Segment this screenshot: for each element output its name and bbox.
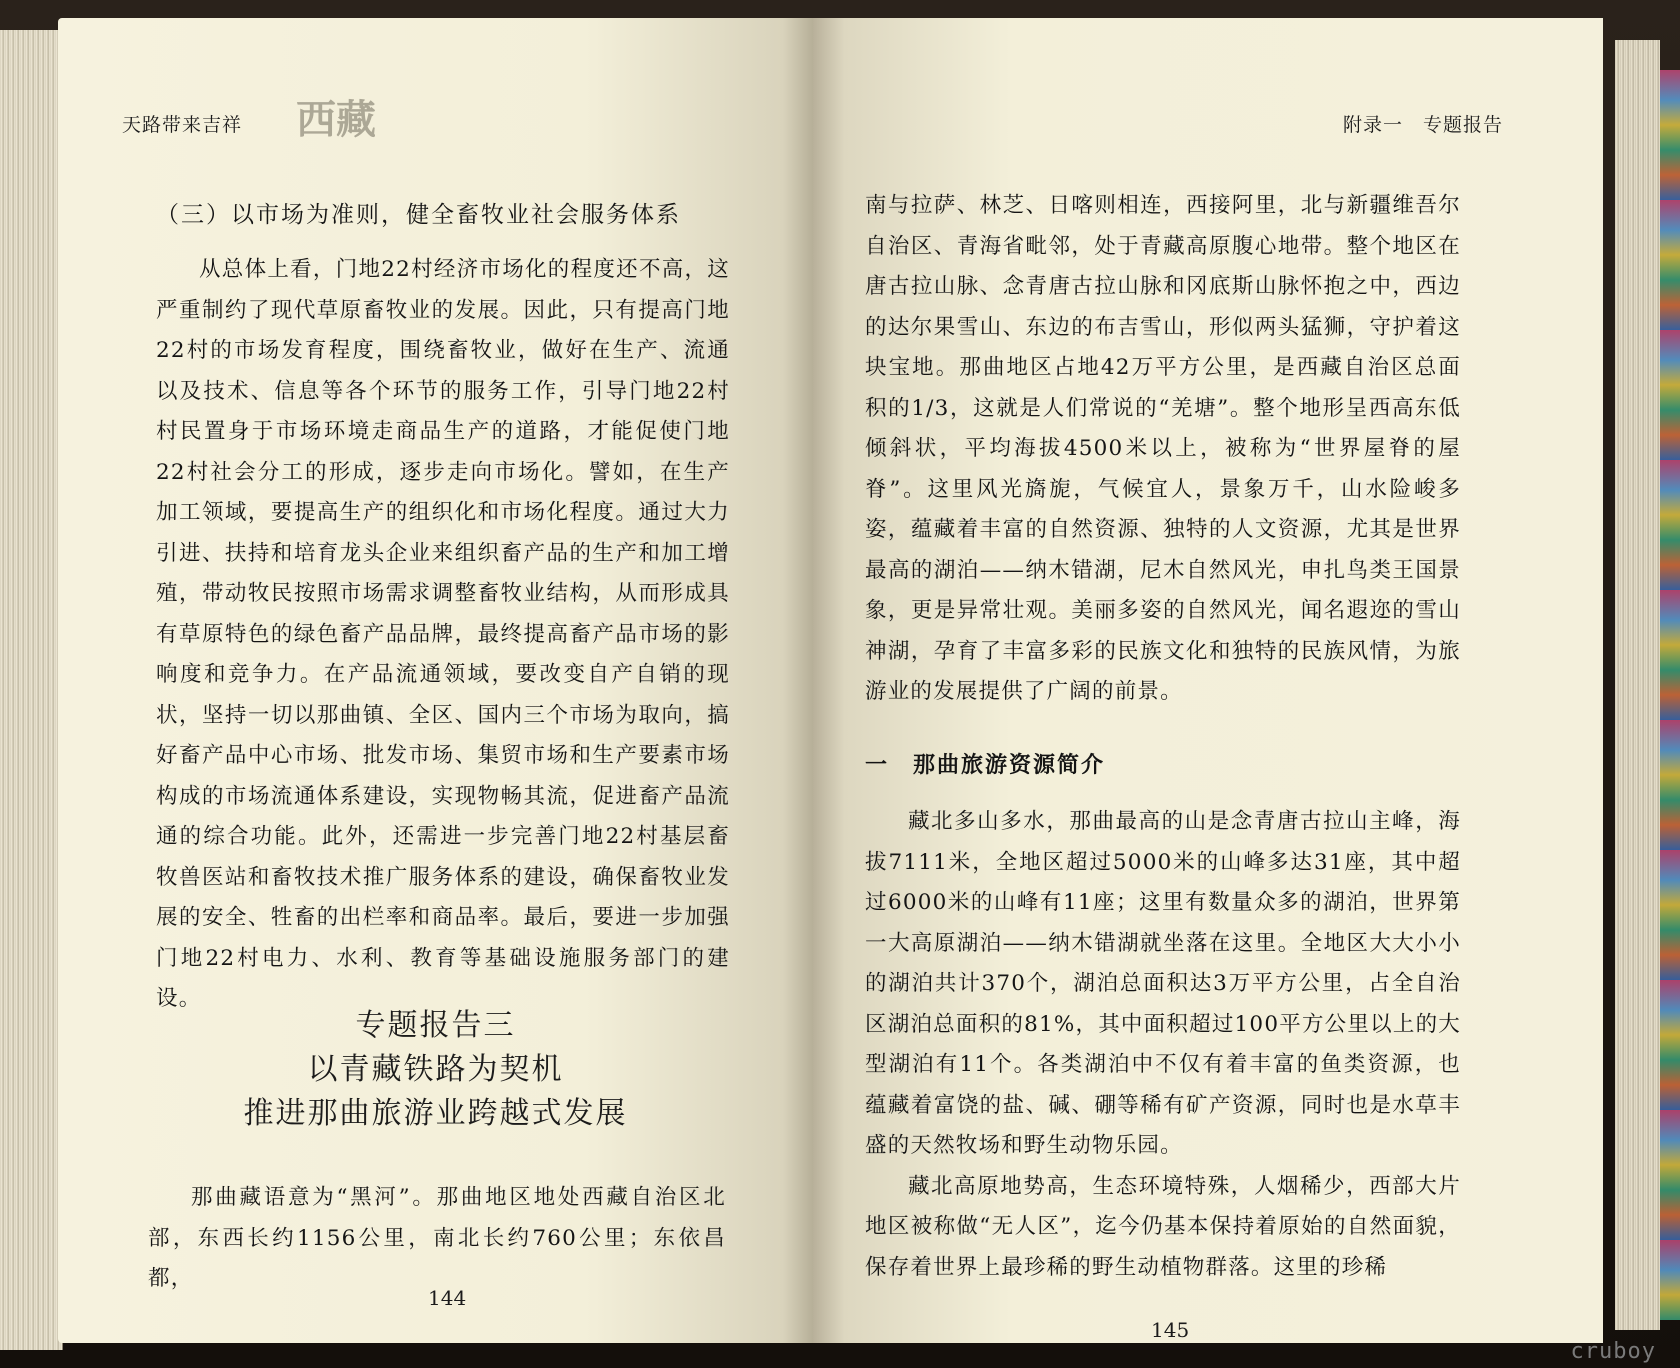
colored-page-edge xyxy=(1660,70,1680,1320)
paragraph: 藏北多山多水，那曲最高的山是念青唐古拉山主峰，海拔7111米，全地区超过5000米的山峰多达31座，其中超过6000米的山峰有11座；这里有数量众多的湖泊，世界第一大高原湖泊——纳木错湖就坐落在这里。全地区大大小小的湖泊共计370个，湖泊总面积达3万平方公里，占全自治区湖泊总面积的81%，其中面积超过100平方公里以上的大型湖泊有11个。各类湖泊中不仅有着丰富的鱼类资源，也蕴藏着富饶的盐、碱、硼等稀有矿产资源，同时也是水草丰盛的天然牧场和野生动物乐园。 xyxy=(865,809,1461,1158)
right-page xyxy=(813,18,1603,1343)
page-number-left: 144 xyxy=(428,1286,467,1310)
paragraph: 那曲藏语意为“黑河”。那曲地区地处西藏自治区北部，东西长约1156公里，南北长约760公里；东依昌都， xyxy=(148,1185,726,1291)
paragraph: 藏北高原地势高，生态环境特殊，人烟稀少，西部大片地区被称做“无人区”，迄今仍基本保持着原始的自然面貌，保存着世界上最珍稀的野生动植物群落。这里的珍稀 xyxy=(865,1173,1461,1280)
section-heading-left: （三）以市场为准则，健全畜牧业社会服务体系 xyxy=(156,202,681,228)
right-body-text xyxy=(865,802,1461,1288)
page-number-right: 145 xyxy=(1151,1318,1190,1342)
watermark: cruboy xyxy=(1570,1339,1656,1364)
right-opening-text xyxy=(865,186,1461,713)
paragraph: 从总体上看，门地22村经济市场化的程度还不高，这严重制约了现代草原畜牧业的发展。因此，只有提高门地22村的市场发育程度，围绕畜牧业，做好在生产、流通以及技术、信息等各个环节的服务工作，引导门地22村村民置身于市场环境走商品生产的道路，才能促使门地22村社会分工的形成，逐步走向市场化。譬如，在生产加工领域，要提高生产的组织化和市场化程度。通过大力引进、扶持和培育龙头企业来组织畜产品的生产和加工增殖，带动牧民按照市场需求调整畜牧业结构，从而形成具有草原特色的绿色畜产品品牌，最终提高畜产品市场的影响度和竞争力。在产品流通领域，要改变自产自销的现状，坚持一切以那曲镇、全区、国内三个市场为取向，搞好畜产品中心市场、批发市场、集贸市场和生产要素市场构成的市场流通体系建设，实现物畅其流，促进畜产品流通的综合功能。此外，还需进一步完善门地22村基层畜牧兽医站和畜牧技术推广服务体系的建设，确保畜牧业发展的安全、牲畜的出栏率和商品率。最后，要进一步加强门地22村电力、水利、教育等基础设施服务部门的建设。 xyxy=(156,257,730,1011)
report-title-line: 推进那曲旅游业跨越式发展 xyxy=(243,1096,628,1131)
left-body-text xyxy=(156,250,730,1020)
left-page-stack-edge xyxy=(0,30,63,1350)
left-closing-text xyxy=(148,1178,726,1300)
running-head-right: 附录一 专题报告 xyxy=(1342,114,1503,136)
seal-calligraphy: 西藏 xyxy=(296,96,376,143)
report-title-line: 以青藏铁路为契机 xyxy=(307,1052,564,1087)
right-page-stack-edge xyxy=(1615,40,1660,1330)
running-head-left: 天路带来吉祥 xyxy=(122,114,243,136)
report-title-line: 专题报告三 xyxy=(355,1008,516,1043)
paragraph: 南与拉萨、林芝、日喀则相连，西接阿里，北与新疆维吾尔自治区、青海省毗邻，处于青藏高原腹心地带。整个地区在唐古拉山脉、念青唐古拉山脉和冈底斯山脉怀抱之中，西边的达尔果雪山、东边的布吉雪山，形似两头猛狮，守护着这块宝地。那曲地区占地42万平方公里，是西藏自治区总面积的1/3，这就是人们常说的“羌塘”。整个地形呈西高东低倾斜状，平均海拔4500米以上，被称为“世界屋脊的屋脊”。这里风光旖旎，气候宜人，景象万千，山水险峻多姿，蕴藏着丰富的自然资源、独特的人文资源，尤其是世界最高的湖泊——纳木错湖，尼木自然风光，申扎鸟类王国景象，更是异常壮观。美丽多姿的自然风光，闻名遐迩的雪山神湖，孕育了丰富多彩的民族文化和独特的民族风情，为旅游业的发展提供了广阔的前景。 xyxy=(865,193,1461,704)
report-title xyxy=(58,1004,813,1136)
left-page xyxy=(58,18,813,1343)
section-heading-right: 一 那曲旅游资源简介 xyxy=(865,753,1106,778)
